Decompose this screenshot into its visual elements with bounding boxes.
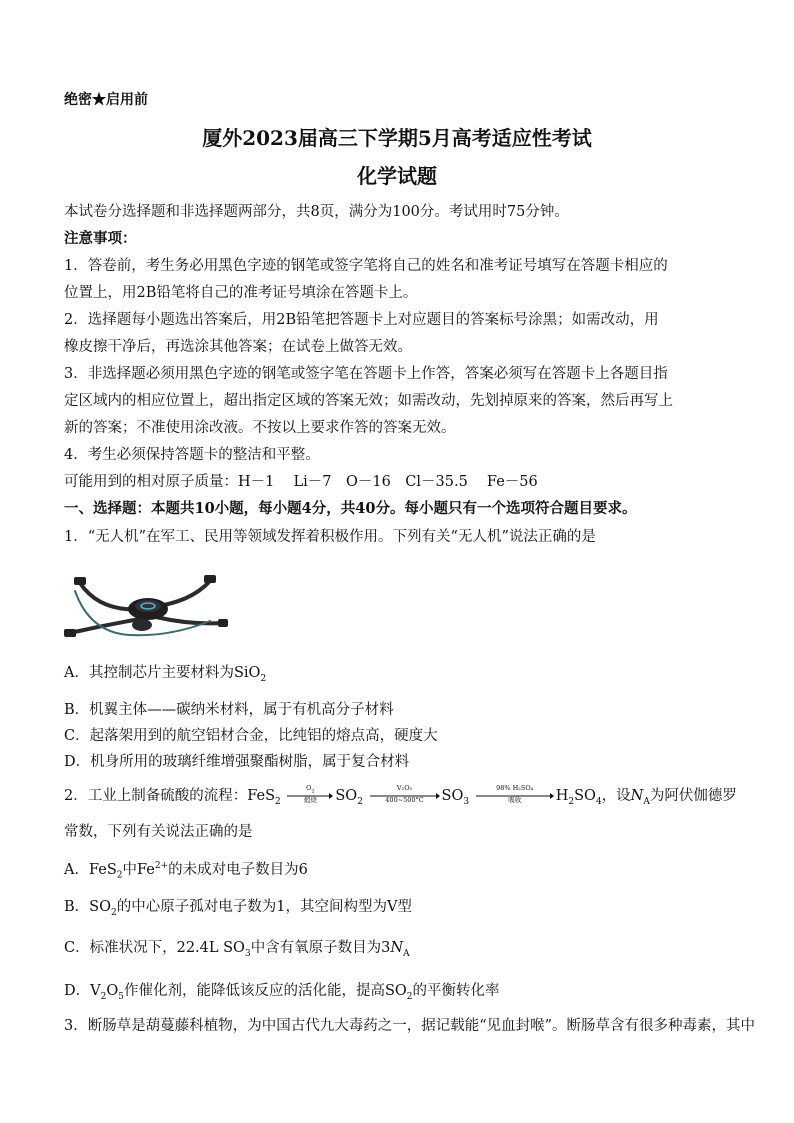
q1-option-b: B．机翼主体——碳纳米材料，属于有机高分子材料 bbox=[64, 702, 394, 718]
section1-heading: 一、选择题：本题共10小题，每小题4分，共40分。每小题只有一个选项符合题目要求。 bbox=[64, 500, 637, 517]
secret-mark: 绝密★启用前 bbox=[64, 92, 148, 108]
drone-image bbox=[60, 563, 230, 648]
atomic-masses: 可能用到的相对原子质量：H－1 Li－7 O－16 Cl－35.5 Fe－56 bbox=[64, 474, 538, 490]
q2-option-c: C．标准状况下，22.4L $SO_3$中含有氧原子数目为$3N_A$ bbox=[64, 940, 410, 959]
notice-line: 位置上，用2B铅笔将自己的准考证号填涂在答题卡上。 bbox=[64, 285, 418, 301]
exam-title: 厦外2023届高三下学期5月高考适应性考试 bbox=[202, 126, 592, 150]
q2-stem-line2: 常数，下列有关说法正确的是 bbox=[64, 824, 253, 840]
notice-line: 定区域内的相应位置上，超出指定区域的答案无效；如需改动，先划掉原来的答案，然后再写上 bbox=[64, 393, 673, 409]
q2-stem: 2．工业上制备硫酸的流程：FeS$_2$ $O_2$ 煅烧 $SO_2$ V₂O₅ 400~500°C $SO_3$ 98% H₂SO₄ 吸收 $H_2SO_4$，设$N_A$为阿伏伽德罗 bbox=[64, 784, 737, 807]
notice-line: 2．选择题每小题选出答案后，用2B铅笔把答题卡上对应题目的答案标号涂黑；如需改动，用 bbox=[64, 312, 659, 328]
q2-option-a: A．FeS$_2$中$Fe^{2+}$的未成对电子数目为6 bbox=[64, 861, 308, 881]
q1-option-d: D．机身所用的玻璃纤维增强聚酯树脂，属于复合材料 bbox=[64, 754, 410, 770]
reaction-arrow: 98% H₂SO₄ 吸收 bbox=[476, 793, 554, 799]
notice-line: 3．非选择题必须用黑色字迹的钢笔或签字笔在答题卡上作答，答案必须写在答题卡上各题目指 bbox=[64, 366, 668, 382]
q1-option-c: C．起落架用到的航空铝材合金，比纯铝的熔点高，硬度大 bbox=[64, 728, 438, 744]
notice-line: 新的答案；不准使用涂改液。不按以上要求作答的答案无效。 bbox=[64, 420, 456, 436]
q2-option-b: B．$SO_2$的中心原子孤对电子数为1，其空间构型为V型 bbox=[64, 899, 412, 918]
q3-stem: 3．断肠草是葫蔓藤科植物，为中国古代九大毒药之一，据记载能“见血封喉”。断肠草含有很多种毒素，其中 bbox=[64, 1018, 756, 1034]
q2-option-d: D．$V_2O_5$作催化剂，能降低该反应的活化能，提高$SO_2$的平衡转化率 bbox=[64, 983, 500, 1002]
notice-line: 4．考生必须保持答题卡的整洁和平整。 bbox=[64, 447, 320, 463]
reaction-arrow: $O_2$ 煅烧 bbox=[287, 793, 333, 799]
q1-option-a: A．其控制芯片主要材料为SiO$_2$ bbox=[64, 665, 267, 684]
notice-heading: 注意事项： bbox=[64, 230, 137, 247]
notice-line: 1．答卷前，考生务必用黑色字迹的钢笔或签字笔将自己的姓名和准考证号填写在答题卡相应的 bbox=[64, 258, 668, 274]
notice-line: 橡皮擦干净后，再选涂其他答案；在试卷上做答无效。 bbox=[64, 339, 412, 355]
exam-subtitle: 化学试题 bbox=[357, 164, 437, 188]
reaction-arrow: V₂O₅ 400~500°C bbox=[370, 793, 440, 799]
q1-stem: 1．“无人机”在军工、民用等领域发挥着积极作用。下列有关“无人机”说法正确的是 bbox=[64, 529, 596, 545]
intro-summary: 本试卷分选择题和非选择题两部分，共8页，满分为100分。考试用时75分钟。 bbox=[64, 204, 569, 220]
